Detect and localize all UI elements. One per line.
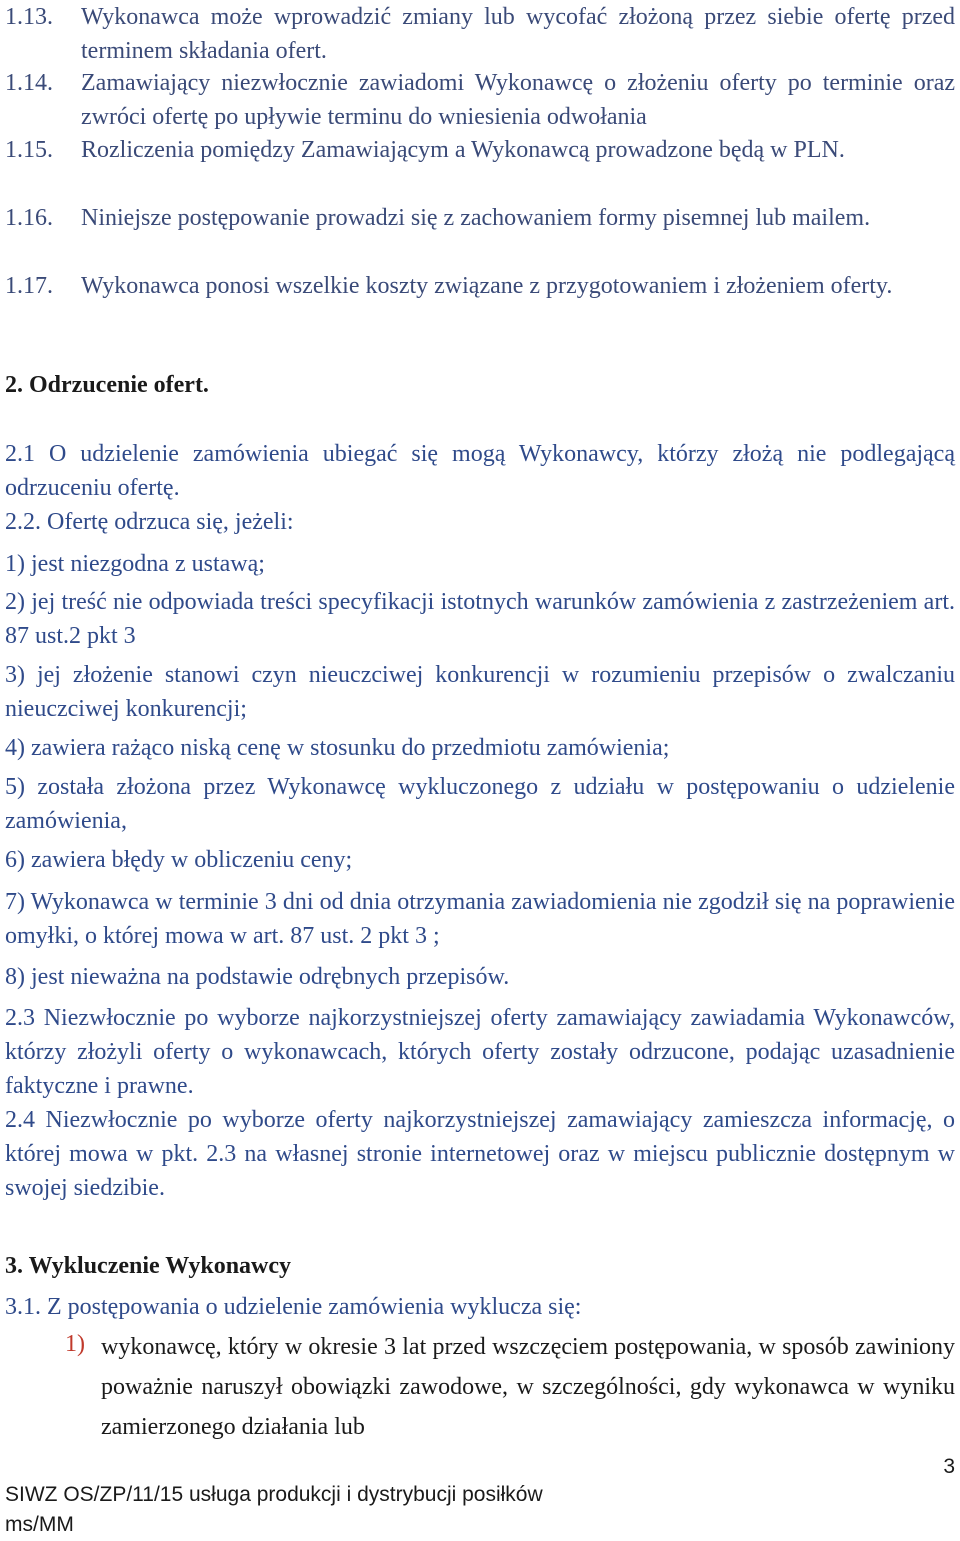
rejection-item-8: 8) jest nieważna na podstawie odrębnych przepisów.: [5, 964, 510, 990]
footer-line-1: SIWZ OS/ZP/11/15 usługa produkcji i dystrybucji posiłków: [5, 1483, 543, 1506]
section-3-heading: 3. Wykluczenie Wykonawcy: [5, 1253, 292, 1279]
item-number: 1.17.: [5, 273, 53, 299]
item-1-13: [5, 0, 955, 68]
item-1-15: [5, 133, 955, 167]
item-1-16: [5, 201, 955, 235]
item-text: Niniejsze postępowanie prowadzi się z zachowaniem formy pisemnej lub mailem.: [81, 205, 871, 231]
item-number: 1.13.: [5, 4, 53, 30]
rejection-item-3: 3) jej złożenie stanowi czyn nieuczciwej konkurencji w rozumieniu przepisów o zwalczaniu nieuczciwej konkurencji;: [5, 662, 955, 722]
footer-line-2: ms/MM: [5, 1513, 74, 1536]
footer: [5, 1480, 543, 1540]
rejection-item-7: 7) Wykonawca w terminie 3 dni od dnia otrzymania zawiadomienia nie zgodził się na poprawienie omyłki, o której mowa w art. 87 ust. 2 pkt 3 ;: [5, 889, 955, 949]
rejection-item-1: 1) jest niezgodna z ustawą;: [5, 551, 265, 577]
paragraph-2-2: 2.2. Ofertę odrzuca się, jeżeli:: [5, 509, 294, 535]
item-text: Zamawiający niezwłocznie zawiadomi Wykonawcę o złożeniu oferty po terminie oraz zwróci ofertę po upływie terminu do wniesienia odwołania: [81, 70, 955, 130]
paragraph-2-1: 2.1 O udzielenie zamówienia ubiegać się mogą Wykonawcy, którzy złożą nie podlegającą odrzuceniu ofertę.: [5, 441, 955, 501]
item-text: Wykonawca ponosi wszelkie koszty związane z przygotowaniem i złożeniem oferty.: [81, 273, 893, 299]
rejection-item-2: 2) jej treść nie odpowiada treści specyfikacji istotnych warunków zamówienia z zastrzeżeniem art. 87 ust.2 pkt 3: [5, 589, 955, 649]
rejection-item-6: 6) zawiera błędy w obliczeniu ceny;: [5, 847, 353, 873]
item-number: 1.14.: [5, 70, 53, 96]
paragraph-3-1: 3.1. Z postępowania o udzielenie zamówienia wyklucza się:: [5, 1294, 582, 1320]
paragraph-2-3: 2.3 Niezwłocznie po wyborze najkorzystniejszej oferty zamawiający zawiadamia Wykonawców, którzy złożyli oferty o wykonawcach, których oferty zostały odrzucone, podając uzasadnienie faktyczne i prawne.: [5, 1005, 955, 1099]
exclusion-item-number: 1): [65, 1331, 85, 1357]
exclusion-item-text: wykonawcę, który w okresie 3 lat przed wszczęciem postępowania, w sposób zawiniony poważnie naruszył obowiązki zawodowe, w szczególności, gdy wykonawca w wyniku zamierzonego działania lub: [101, 1334, 955, 1440]
page-number: 3: [943, 1455, 955, 1478]
section-2-heading: 2. Odrzucenie ofert.: [5, 372, 209, 398]
rejection-item-4: 4) zawiera rażąco niską cenę w stosunku do przedmiotu zamówienia;: [5, 735, 670, 761]
item-1-14: [5, 66, 955, 134]
paragraph-2-4: 2.4 Niezwłocznie po wyborze oferty najkorzystniejszej zamawiający zamieszcza informację, o której mowa w pkt. 2.3 na własnej stronie internetowej oraz w miejscu publicznie dostępnym w swojej siedzibie.: [5, 1107, 955, 1201]
exclusion-item-1: [5, 1327, 955, 1447]
item-text: Wykonawca może wprowadzić zmiany lub wycofać złożoną przez siebie ofertę przed terminem składania ofert.: [81, 4, 955, 64]
item-number: 1.15.: [5, 137, 53, 163]
item-1-17: [5, 269, 955, 303]
item-text: Rozliczenia pomiędzy Zamawiającym a Wykonawcą prowadzone będą w PLN.: [81, 137, 845, 163]
rejection-item-5: 5) została złożona przez Wykonawcę wykluczonego z udziału w postępowaniu o udzielenie zamówienia,: [5, 774, 955, 834]
item-number: 1.16.: [5, 205, 53, 231]
